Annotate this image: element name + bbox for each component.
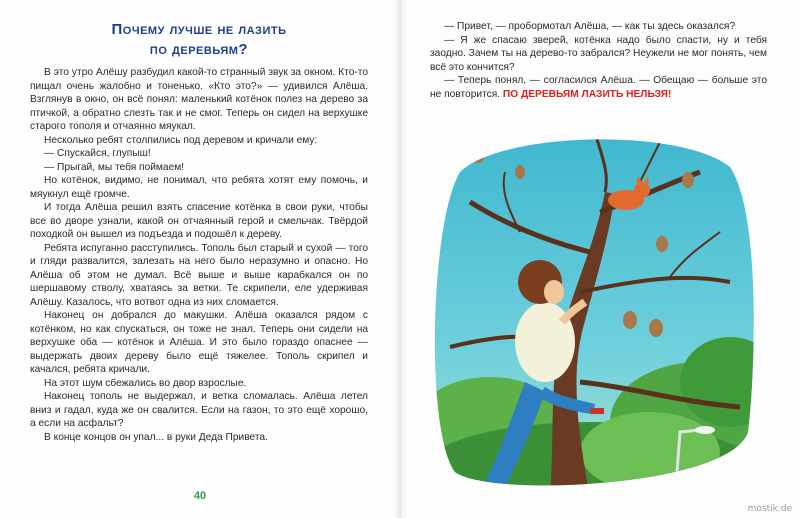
paragraph: В это утро Алёшу разбудил какой-то странный звук за окном. Кто-то пищал очень жалобно и тоненько. «Кто это?» — удивился Алёша. Взглянув в окно, он всё понял: маленький котёнок полез на дерево за птичкой, а обратно слезть так и не смог. Теперь он сидел на верхушке старого тополя и отчаянно мяукал. [30, 67, 368, 132]
paragraph: Ребята испуганно расступились. Тополь был старый и сухой — того и гляди развалится, залезать на него было неразумно и опасно. Но Алёша об этом не думал. Всё выше и выше карабкался он по шершавому стволу, хватаясь за ветки. Те скрипели, еле удерживая Алёшу. Казалось, что вотвот одна из них сломается. [30, 242, 368, 308]
paragraph: И тогда Алёша решил взять спасение котёнка в свои руки, чтобы все во дворе узнали, какой он отчаянный герой и смельчак. Твёрдой походкой он вышел из подъезда и подошёл к дереву. [30, 202, 368, 240]
watermark: mostik.de [747, 504, 792, 514]
paragraph: В конце концов он упал... в руки Деда Привета. [44, 431, 268, 443]
left-body-text [30, 66, 368, 444]
paragraph: — Я же спасаю зверей, котёнка надо было спасти, ну и тебя заодно. Зачем ты на дерево-то забрался? Неужели не мог понять, чем всё это кончится? [430, 34, 767, 73]
paragraph-final [430, 74, 767, 101]
warning-text: ПО ДЕРЕВЬЯМ ЛАЗИТЬ НЕЛЬЗЯ! [502, 88, 672, 100]
title-line-1: Почему лучше не лазить [111, 21, 287, 38]
tree-illustration [430, 132, 754, 498]
paragraph: На этот шум сбежались во двор взрослые. [44, 377, 247, 389]
book-gutter-shadow [392, 0, 408, 518]
paragraph: Наконец он добрался до макушки. Алёша оказался рядом с котёнком, но как спускаться, он тоже не знал. Теперь они сидели на верхушке оба — котёнок и Алёша. И это было гораздо опаснее — выдержать двоих дереву было ещё тяжелее. Тополь скрипел и качался, ребята кричали. [30, 310, 368, 375]
paragraph: Несколько ребят столпились под деревом и кричали ему: [44, 134, 318, 146]
paragraph: — Прыгай, мы тебя поймаем! [44, 161, 185, 173]
paragraph-text: — Теперь понял, — согласился Алёша. — Обещаю — больше это не повторится. [430, 75, 767, 100]
right-body-text [430, 20, 767, 101]
page-number: 40 [193, 490, 207, 502]
title-line-2: по деревьям? [149, 41, 249, 58]
page-title [30, 20, 368, 60]
oval-scene [430, 132, 754, 498]
paragraph: Наконец тополь не выдержал, и ветка сломалась. Алёша летел вниз и гадал, куда же он свалится. Если на газон, то это ещё хорошо, а если на асфальт? [30, 391, 368, 429]
paragraph: — Спускайся, глупыш! [44, 148, 151, 159]
paragraph: — Привет, — пробормотал Алёша, — как ты здесь оказался? [444, 21, 736, 32]
paragraph: Но котёнок, видимо, не понимал, что ребята хотят ему помочь, и мяукнул ещё громче. [30, 175, 368, 200]
